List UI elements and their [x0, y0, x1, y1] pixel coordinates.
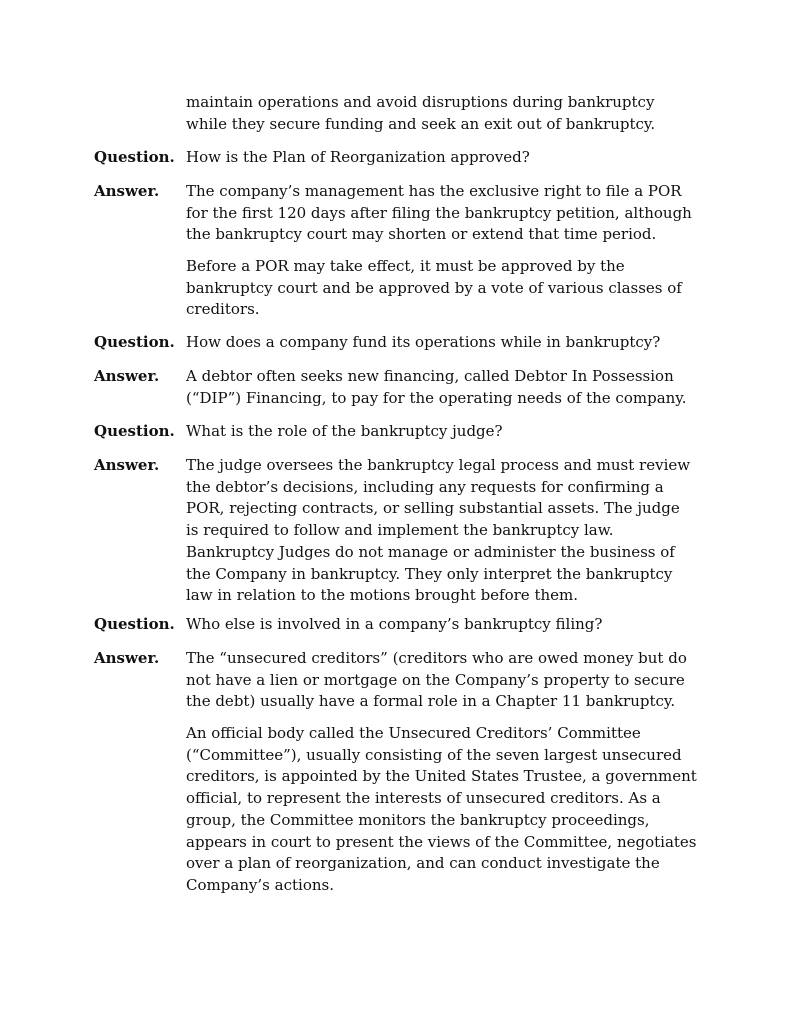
answer-line: the bankruptcy court may shorten or extend that time period. — [186, 225, 657, 244]
answer-line: not have a lien or mortgage on the Company’s property to secure — [186, 670, 685, 689]
paragraph-line: while they secure funding and seek an exit out of bankruptcy. — [186, 114, 656, 133]
answer-label: Answer. — [94, 456, 160, 474]
answer-label: Answer. — [94, 649, 160, 667]
question-label: Question. — [94, 148, 175, 166]
answer-line: creditors, is appointed by the United States Trustee, a government — [186, 767, 697, 786]
answer-line: over a plan of reorganization, and can conduct investigate the — [186, 854, 660, 873]
answer-line: (“Committee”), usually consisting of the seven largest unsecured — [186, 745, 682, 764]
answer-line: The judge oversees the bankruptcy legal process and must review — [186, 456, 691, 474]
answer-line: A debtor often seeks new financing, called Debtor In Possession — [186, 367, 674, 385]
answer-line: for the first 120 days after filing the bankruptcy petition, although — [186, 203, 692, 222]
answer-line: bankruptcy court and be approved by a vote of various classes of — [186, 278, 682, 297]
answer-line: the Company in bankruptcy. They only interpret the bankruptcy — [186, 564, 673, 583]
answer-line: Before a POR may take effect, it must be approved by the — [186, 257, 625, 275]
question-text: How is the Plan of Reorganization approved? — [186, 148, 530, 166]
paragraph-line: maintain operations and avoid disruptions during bankruptcy — [186, 93, 655, 111]
question-label: Question. — [94, 422, 175, 440]
answer-line: The company’s management has the exclusive right to file a POR — [186, 182, 682, 200]
question-label: Question. — [94, 615, 175, 633]
answer-line: official, to represent the interests of unsecured creditors. As a — [186, 789, 661, 808]
answer-line: law in relation to the motions brought before them. — [186, 586, 578, 605]
question-label: Question. — [94, 333, 175, 351]
question-text: How does a company fund its operations while in bankruptcy? — [186, 333, 661, 351]
question-text: What is the role of the bankruptcy judge? — [186, 422, 503, 440]
answer-line: Company’s actions. — [186, 875, 334, 894]
answer-label: Answer. — [94, 367, 160, 385]
answer-line: An official body called the Unsecured Creditors’ Committee — [186, 724, 641, 742]
answer-line: is required to follow and implement the bankruptcy law. — [186, 521, 614, 540]
answer-line: group, the Committee monitors the bankruptcy proceedings, — [186, 810, 650, 829]
answer-line: the debtor’s decisions, including any requests for confirming a — [186, 477, 664, 496]
answer-line: Bankruptcy Judges do not manage or administer the business of — [186, 542, 675, 561]
answer-label: Answer. — [94, 182, 160, 200]
answer-line: (“DIP”) Financing, to pay for the operating needs of the company. — [186, 388, 687, 407]
answer-line: the debt) usually have a formal role in a Chapter 11 bankruptcy. — [186, 692, 676, 711]
answer-line: POR, rejecting contracts, or selling substantial assets. The judge — [186, 499, 680, 518]
answer-line: appears in court to present the views of the Committee, negotiates — [186, 832, 697, 851]
answer-line: creditors. — [186, 300, 260, 319]
question-text: Who else is involved in a company’s bankruptcy filing? — [186, 615, 603, 633]
answer-line: The “unsecured creditors” (creditors who are owed money but do — [186, 649, 687, 667]
